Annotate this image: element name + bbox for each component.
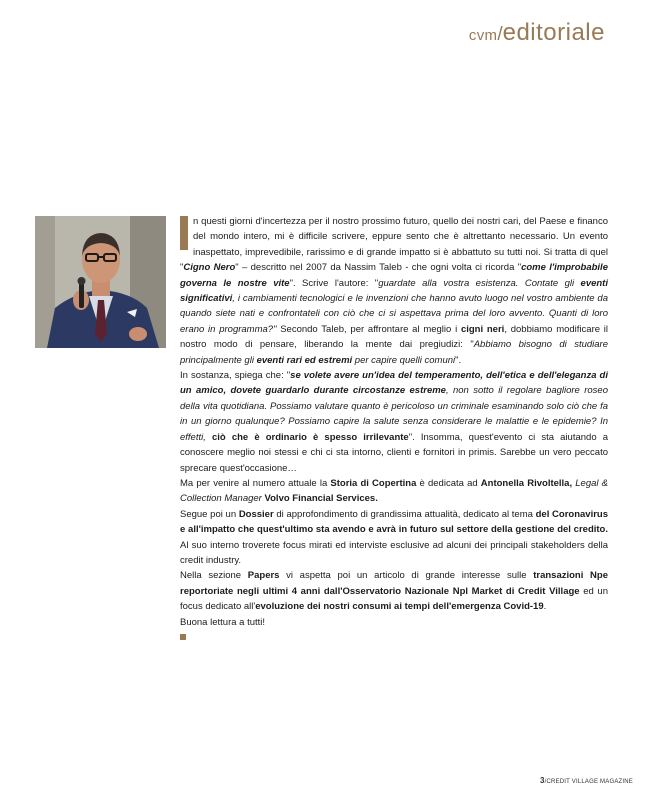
page-footer	[540, 776, 633, 785]
page-number: 3	[539, 776, 545, 785]
paragraph-closing: Buona lettura a tutti!	[180, 616, 266, 628]
header-section-title: editoriale	[502, 19, 605, 46]
paragraph-5: Nella sezione Papers vi aspetta poi un articolo di grande interesse sulle transazioni Npe reportoriate negli ultimi 4 anni dall'Osservatorio Nazionale Npl Market di Credit Village ed un focus dedicato all'evoluzione dei nostri consumi ai tempi dell'emergenza Covid-19.	[180, 570, 609, 613]
drop-cap-marker	[180, 216, 188, 250]
paragraph-1: n questi giorni d'incertezza per il nostro prossimo futuro, quello dei nostri cari, del Paese e financo del mondo intero, mi è difficile scrivere, eppure sento che è altrettanto necessario. Un evento inaspettato, imprevedibile, rarissimo e di grande impatto si è abbattuto su tutti noi. Si tratta di quel "Cigno Nero" – descritto nel 2007 da Nassim Taleb - che ogni volta ci ricorda "come l'improbabile governa le nostre vite". Scrive l'autore: "guardate alla vostra esistenza. Contate gli eventi significativi, i cambiamenti tecnologici e le invenzioni che hanno avuto luogo nel vostro ambiente da quando siete nati e confrontateli con ciò che ci si aspettava prima del loro avvento. Quanti di loro erano in programma?" Secondo Taleb, per affrontare al meglio i cigni neri, dobbiamo modificare il nostro modo di pensare, liberando la mente dai pregiudizi: "Abbiamo bisogno di studiare principalmente gli eventi rari ed estremi per capire quelli comuni".	[180, 216, 609, 366]
end-of-article-marker	[180, 634, 186, 640]
magazine-name: /CREDIT VILLAGE MAGAZINE	[544, 779, 633, 785]
author-photo	[35, 216, 166, 348]
header-slash: /	[497, 24, 503, 45]
section-header	[469, 19, 605, 47]
paragraph-2: In sostanza, spiega che: "se volete avere un'idea del temperamento, dell'etica e dell'eleganza di un amico, dovete guardarlo durante circostanze estreme, non sotto il regolare bagliore roseo della vita quotidiana. Possiamo valutare quanto è pericoloso un criminale esaminando solo ciò che fa in un giorno qualunque? Possiamo capire la salute senza considerare le malattie e le epidemie? In effetti, ciò che è ordinario è spesso irrilevante". Insomma, quest'evento ci sta aiutando a conoscere meglio noi stessi e chi ci sta intorno, clienti e fornitori in primis. Sarebbe un vero peccato sprecare quest'occasione…	[180, 370, 609, 474]
editorial-article	[180, 214, 608, 640]
paragraph-4: Segue poi un Dossier di approfondimento di grandissima attualità, dedicato al tema del Coronavirus e all'impatto che quest'ultimo sta avendo e avrà in futuro sul settore della gestione del credito. Al suo interno troverete focus mirati ed interviste esclusive ad alcuni dei principali stakeholders della credit industry.	[180, 508, 608, 566]
paragraph-3: Ma per venire al numero attuale la Storia di Copertina è dedicata ad Antonella Rivoltella, Legal & Collection Manager Volvo Financial Services.	[180, 477, 608, 505]
header-prefix: cvm	[468, 27, 498, 44]
